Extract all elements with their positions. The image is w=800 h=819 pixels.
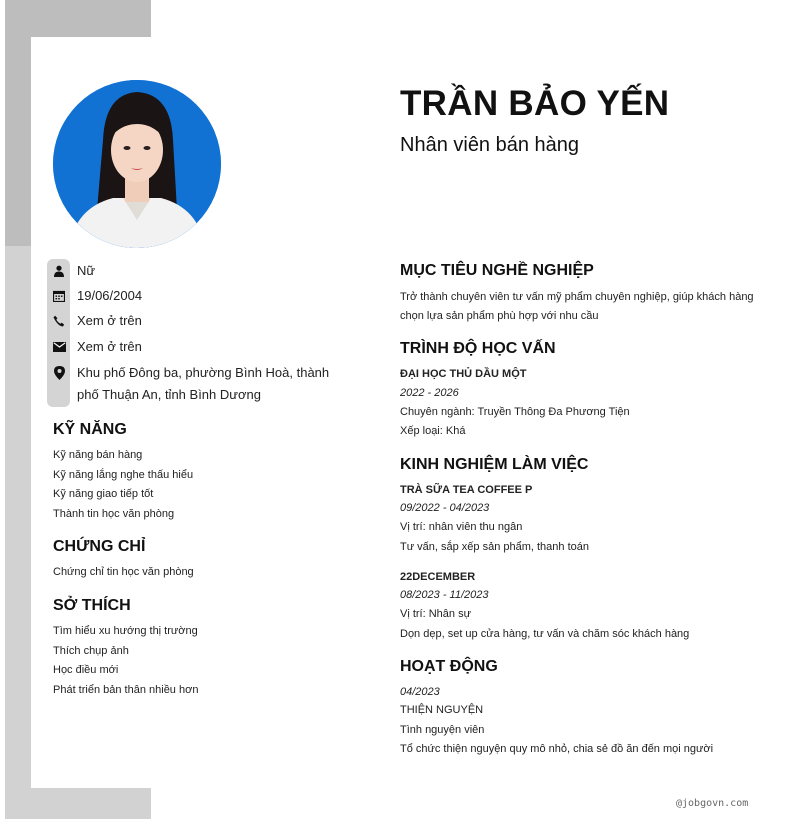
list-item: Thành tin học văn phòng: [53, 507, 175, 520]
job-period: 08/2023 - 11/2023: [400, 589, 489, 601]
contact-address: [51, 362, 352, 406]
activity-period: 04/2023: [400, 686, 440, 698]
job-company: 22DECEMBER: [400, 571, 476, 583]
education-title: TRÌNH ĐỘ HỌC VẤN: [400, 340, 556, 357]
objective-text: Trở thành chuyên viên tư vấn mỹ phẩm chuyên nghiệp, giúp khách hàng chọn lựa sản phẩm phù hợp với nhu cầu: [400, 291, 754, 322]
decorative-bar-bottom: [5, 788, 151, 819]
contact-birthday: [51, 285, 352, 307]
list-item: Kỹ năng giao tiếp tốt: [53, 488, 154, 500]
list-item: Phát triển bản thân nhiều hơn: [53, 683, 199, 696]
location-icon: [51, 365, 67, 381]
contact-email-text: Xem ở trên: [77, 339, 142, 354]
hobbies-list: [53, 622, 198, 700]
contact-email: [51, 336, 352, 358]
list-item: Kỹ năng bán hàng: [53, 449, 143, 461]
list-item: Chứng chỉ tin học văn phòng: [53, 566, 194, 578]
candidate-title: Nhân viên bán hàng: [400, 134, 580, 156]
job-description: Dọn dẹp, set up cửa hàng, tư vấn và chăm sóc khách hàng: [400, 628, 690, 640]
job-position: Vị trí: Nhân sự: [400, 608, 471, 620]
job-position: Vị trí: nhân viên thu ngân: [400, 521, 523, 533]
list-item: Thích chụp ảnh: [53, 644, 129, 657]
calendar-icon: [51, 288, 67, 304]
contact-phone-text: Xem ở trên: [77, 313, 142, 328]
certificates-title: CHỨNG CHỈ: [53, 538, 146, 555]
activity-organization: THIỆN NGUYỆN: [400, 704, 484, 716]
education-school: ĐẠI HỌC THỦ DẦU MỘT: [400, 368, 527, 380]
contact-birthday-text: 19/06/2004: [77, 288, 143, 303]
activity-description: Tổ chức thiện nguyện quy mô nhỏ, chia sẻ đồ ăn đến mọi người: [400, 743, 714, 755]
skills-list: [53, 446, 193, 524]
contact-gender: [51, 260, 352, 282]
decorative-bar-left: [5, 246, 31, 819]
objective-title: MỤC TIÊU NGHỀ NGHIỆP: [400, 262, 594, 279]
profile-photo: [53, 80, 221, 248]
job-description: Tư vấn, sắp xếp sản phẩm, thanh toán: [400, 541, 589, 553]
activity-role: Tình nguyện viên: [400, 724, 485, 736]
education-grade: Xếp loại: Khá: [400, 425, 466, 437]
email-icon: [51, 339, 67, 355]
person-icon: [51, 263, 67, 279]
experience-title: KINH NGHIỆM LÀM VIỆC: [400, 456, 589, 473]
activities-title: HOẠT ĐỘNG: [400, 658, 498, 675]
education-period: 2022 - 2026: [400, 387, 459, 399]
contact-gender-text: Nữ: [77, 263, 96, 278]
contact-address-text: Khu phố Đông ba, phường Bình Hoà, thành phố Thuận An, tỉnh Bình Dương: [77, 365, 330, 402]
job-company: TRÀ SỮA TEA COFFEE P: [400, 484, 533, 496]
education-major: Chuyên ngành: Truyền Thông Đa Phương Tiện: [400, 406, 630, 418]
list-item: Kỹ năng lắng nghe thấu hiểu: [53, 468, 194, 481]
watermark-credit: @jobgovn.com: [676, 798, 749, 809]
skills-title: KỸ NĂNG: [53, 421, 127, 438]
phone-icon: [51, 313, 67, 329]
hobbies-title: SỞ THÍCH: [53, 597, 131, 614]
candidate-name: TRẦN BẢO YẾN: [400, 84, 670, 123]
list-item: Học điều mới: [53, 664, 119, 676]
job-period: 09/2022 - 04/2023: [400, 502, 490, 514]
contact-phone: [51, 310, 352, 332]
list-item: Tìm hiểu xu hướng thị trường: [53, 625, 198, 637]
certificates-list: [53, 563, 194, 583]
